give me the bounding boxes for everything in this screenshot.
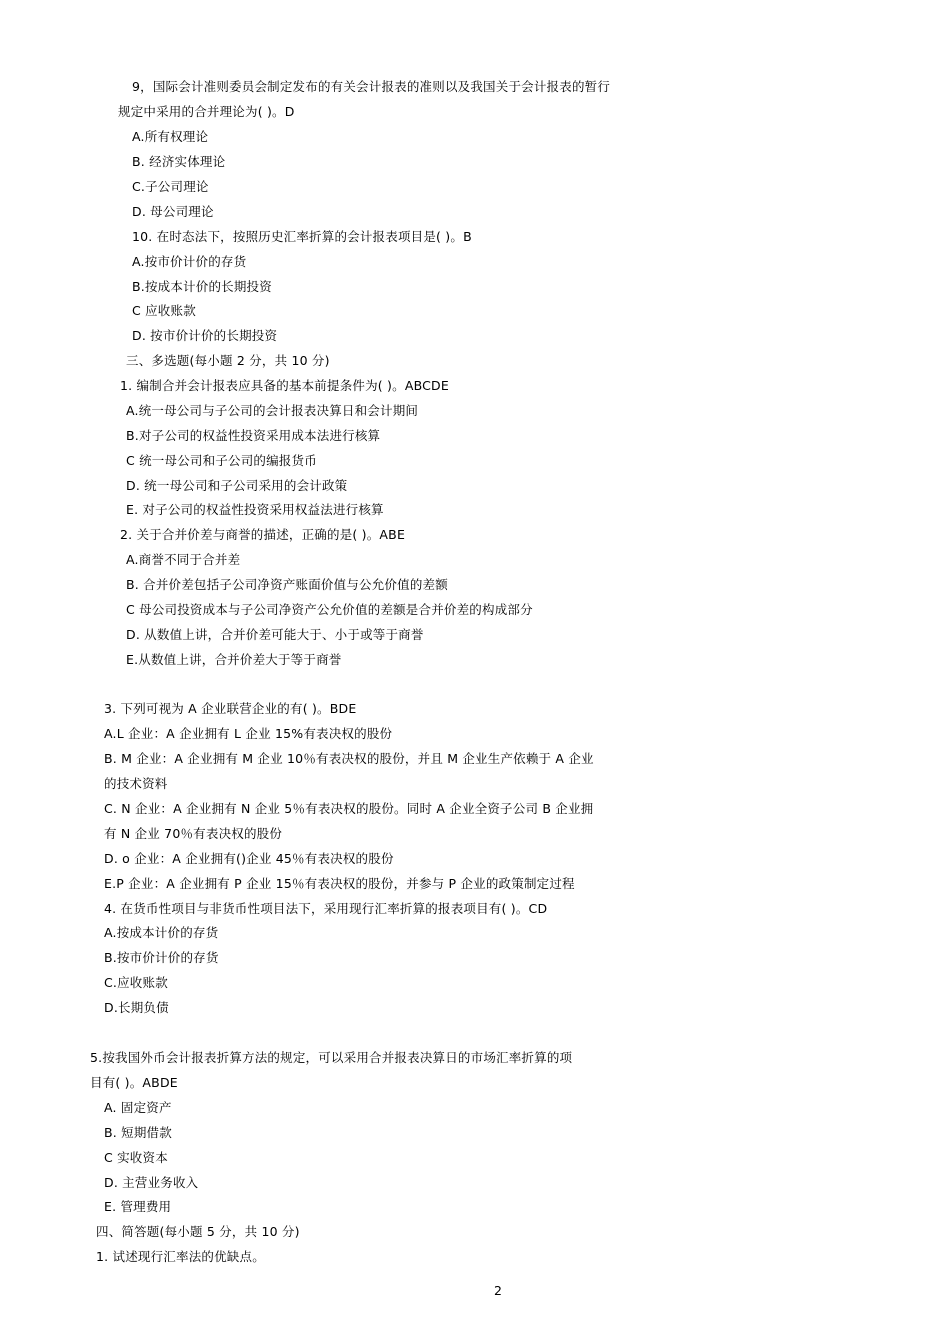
text-line: 的技术资料	[104, 776, 168, 791]
text-line: 规定中采用的合并理论为( )。D	[118, 104, 295, 119]
text-line: C. N 企业：A 企业拥有 N 企业 5％有表决权的股份。同时 A 企业全资子公司 B 企业拥	[104, 801, 594, 816]
text-line: B.对子公司的权益性投资采用成本法进行核算	[126, 428, 381, 443]
text-line: D. 按市价计价的长期投资	[132, 328, 278, 343]
page-number: 2	[494, 1283, 502, 1298]
text-line: E.P 企业：A 企业拥有 P 企业 15％有表决权的股份，并参与 P 企业的政策制定过程	[104, 876, 575, 891]
text-line: D. 统一母公司和子公司采用的会计政策	[126, 478, 348, 493]
text-line: A.L 企业：A 企业拥有 L 企业 15%有表决权的股份	[104, 726, 393, 741]
text-line: D. o 企业：A 企业拥有()企业 45％有表决权的股份	[104, 851, 394, 866]
text-line: 2. 关于合并价差与商誉的描述，正确的是( )。ABE	[120, 527, 406, 542]
text-line: B. 合并价差包括子公司净资产账面价值与公允价值的差额	[126, 577, 448, 592]
text-line: B.按市价计价的存货	[104, 950, 219, 965]
text-line: C 实收资本	[104, 1150, 168, 1165]
text-line: A.商誉不同于合并差	[126, 552, 241, 567]
text-line: D. 母公司理论	[132, 204, 214, 219]
text-line: 1. 编制合并会计报表应具备的基本前提条件为( )。ABCDE	[120, 378, 449, 393]
section-heading: 四、简答题(每小题 5 分，共 10 分)	[96, 1224, 300, 1239]
text-line: 1. 试述现行汇率法的优缺点。	[96, 1249, 265, 1264]
text-line: C 应收账款	[132, 303, 196, 318]
text-line: 3. 下列可视为 A 企业联营企业的有( )。BDE	[104, 701, 357, 716]
text-line: 有 N 企业 70％有表决权的股份	[104, 826, 283, 841]
text-line: D.长期负债	[104, 1000, 169, 1015]
text-line: C 母公司投资成本与子公司净资产公允价值的差额是合并价差的构成部分	[126, 602, 533, 617]
text-line: C.应收账款	[104, 975, 168, 990]
text-line: E.从数值上讲，合并价差大于等于商誉	[126, 652, 342, 667]
text-line: B. 短期借款	[104, 1125, 172, 1140]
text-line: B. 经济实体理论	[132, 154, 226, 169]
text-line: B. M 企业：A 企业拥有 M 企业 10％有表决权的股份，并且 M 企业生产依赖于 A 企业	[104, 751, 594, 766]
text-line: E. 对子公司的权益性投资采用权益法进行核算	[126, 502, 384, 517]
text-line: A.统一母公司与子公司的会计报表决算日和会计期间	[126, 403, 419, 418]
text-line: C 统一母公司和子公司的编报货币	[126, 453, 317, 468]
text-line: 9，国际会计准则委员会制定发布的有关会计报表的准则以及我国关于会计报表的暂行	[132, 79, 611, 94]
text-line: A.按市价计价的存货	[132, 254, 247, 269]
text-line: 10. 在时态法下，按照历史汇率折算的会计报表项目是( )。B	[132, 229, 472, 244]
text-line: E. 管理费用	[104, 1199, 172, 1214]
text-line: A.所有权理论	[132, 129, 209, 144]
text-line: D. 从数值上讲，合并价差可能大于、小于或等于商誉	[126, 627, 424, 642]
text-line: D. 主营业务收入	[104, 1175, 199, 1190]
text-line: A. 固定资产	[104, 1100, 172, 1115]
text-line: B.按成本计价的长期投资	[132, 279, 272, 294]
section-heading: 三、多选题(每小题 2 分，共 10 分)	[126, 353, 330, 368]
text-line: C.子公司理论	[132, 179, 209, 194]
text-line: 5.按我国外币会计报表折算方法的规定，可以采用合并报表决算日的市场汇率折算的项	[90, 1050, 573, 1065]
text-line: 目有( )。ABDE	[90, 1075, 178, 1090]
text-line: 4. 在货币性项目与非货币性项目法下，采用现行汇率折算的报表项目有( )。CD	[104, 901, 548, 916]
text-line: A.按成本计价的存货	[104, 925, 219, 940]
